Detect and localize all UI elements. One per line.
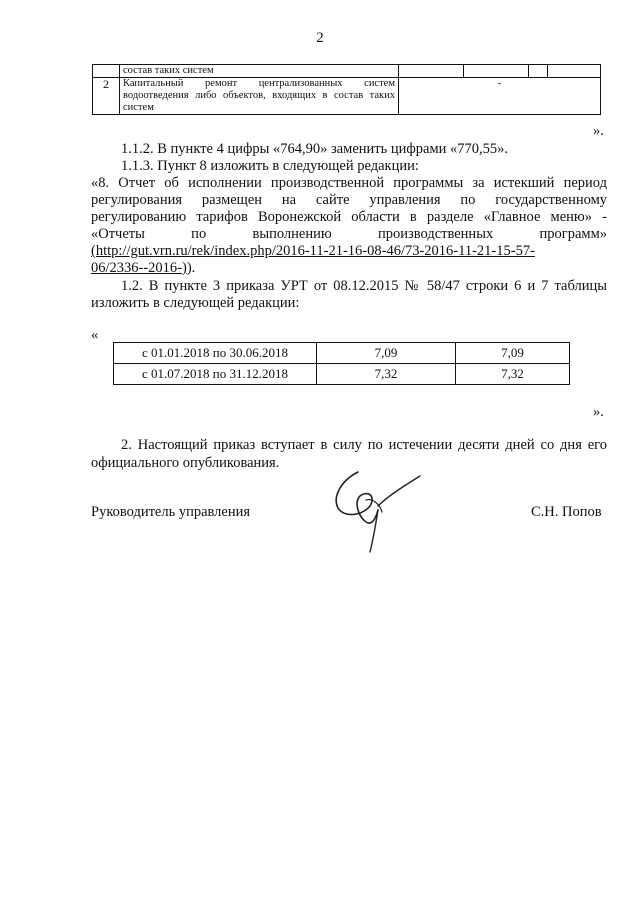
item-2-line2: официального опубликования. [91, 455, 280, 471]
periods-table [113, 342, 570, 385]
value-cell: 7,09 [317, 343, 456, 364]
period-cell: с 01.01.2018 по 30.06.2018 [114, 343, 317, 364]
table-cell-text: Капитальный ремонт централизованных систем водоотведения либо объектов, входящих в состав таких систем [120, 78, 399, 115]
table-cell-dash: - [497, 78, 502, 89]
closing-quote-1: ». [593, 123, 604, 139]
item-1-1-3: 1.1.3. Пункт 8 изложить в следующей редакции: [121, 158, 419, 174]
link-suffix: ). [186, 260, 196, 276]
quote-line-4: «Отчеты по выполнению производственных программ» [91, 226, 607, 242]
link-text-2[interactable]: 06/2336--2016-) [91, 260, 187, 276]
item-1-1-2: 1.1.2. В пункте 4 цифры «764,90» заменить цифрами «770,55». [121, 141, 509, 157]
item-1-2-line2: изложить в следующей редакции: [91, 295, 300, 311]
table-cell-number: 2 [93, 78, 120, 115]
quote-line-1: «8. Отчет об исполнении производственной программы за истекший период [91, 175, 607, 191]
page-number: 2 [316, 30, 324, 46]
table-row [93, 78, 601, 115]
table-cell-text: состав таких систем [120, 65, 399, 78]
value-cell: 7,09 [456, 343, 570, 364]
open-quote: « [91, 327, 99, 343]
quote-line-2: регулирования размещен на сайте управления по государственному [91, 192, 607, 208]
quote-line-3: регулированию тарифов Воронежской области в разделе «Главное меню» - [91, 209, 607, 225]
table-row [114, 364, 570, 385]
handwritten-signature [318, 466, 438, 556]
closing-quote-2: ». [593, 404, 604, 420]
signature-title: Руководитель управления [91, 504, 251, 520]
link-line-2 [91, 260, 195, 277]
table-row [93, 65, 601, 78]
period-cell: с 01.07.2018 по 31.12.2018 [114, 364, 317, 385]
link-text-1[interactable]: (http://gut.vrn.ru/rek/index.php/2016-11-21-16-08-46/73-2016-11-21-15-57- [91, 243, 535, 259]
item-2-line1: 2. Настоящий приказ вступает в силу по истечении десяти дней со дня его [121, 437, 607, 453]
signature-name: С.Н. Попов [531, 504, 602, 520]
table-row [114, 343, 570, 364]
value-cell: 7,32 [317, 364, 456, 385]
top-table [92, 64, 601, 115]
link-line-1 [91, 243, 535, 260]
value-cell: 7,32 [456, 364, 570, 385]
item-1-2-line1: 1.2. В пункте 3 приказа УРТ от 08.12.2015 № 58/47 строки 6 и 7 таблицы [121, 278, 607, 294]
